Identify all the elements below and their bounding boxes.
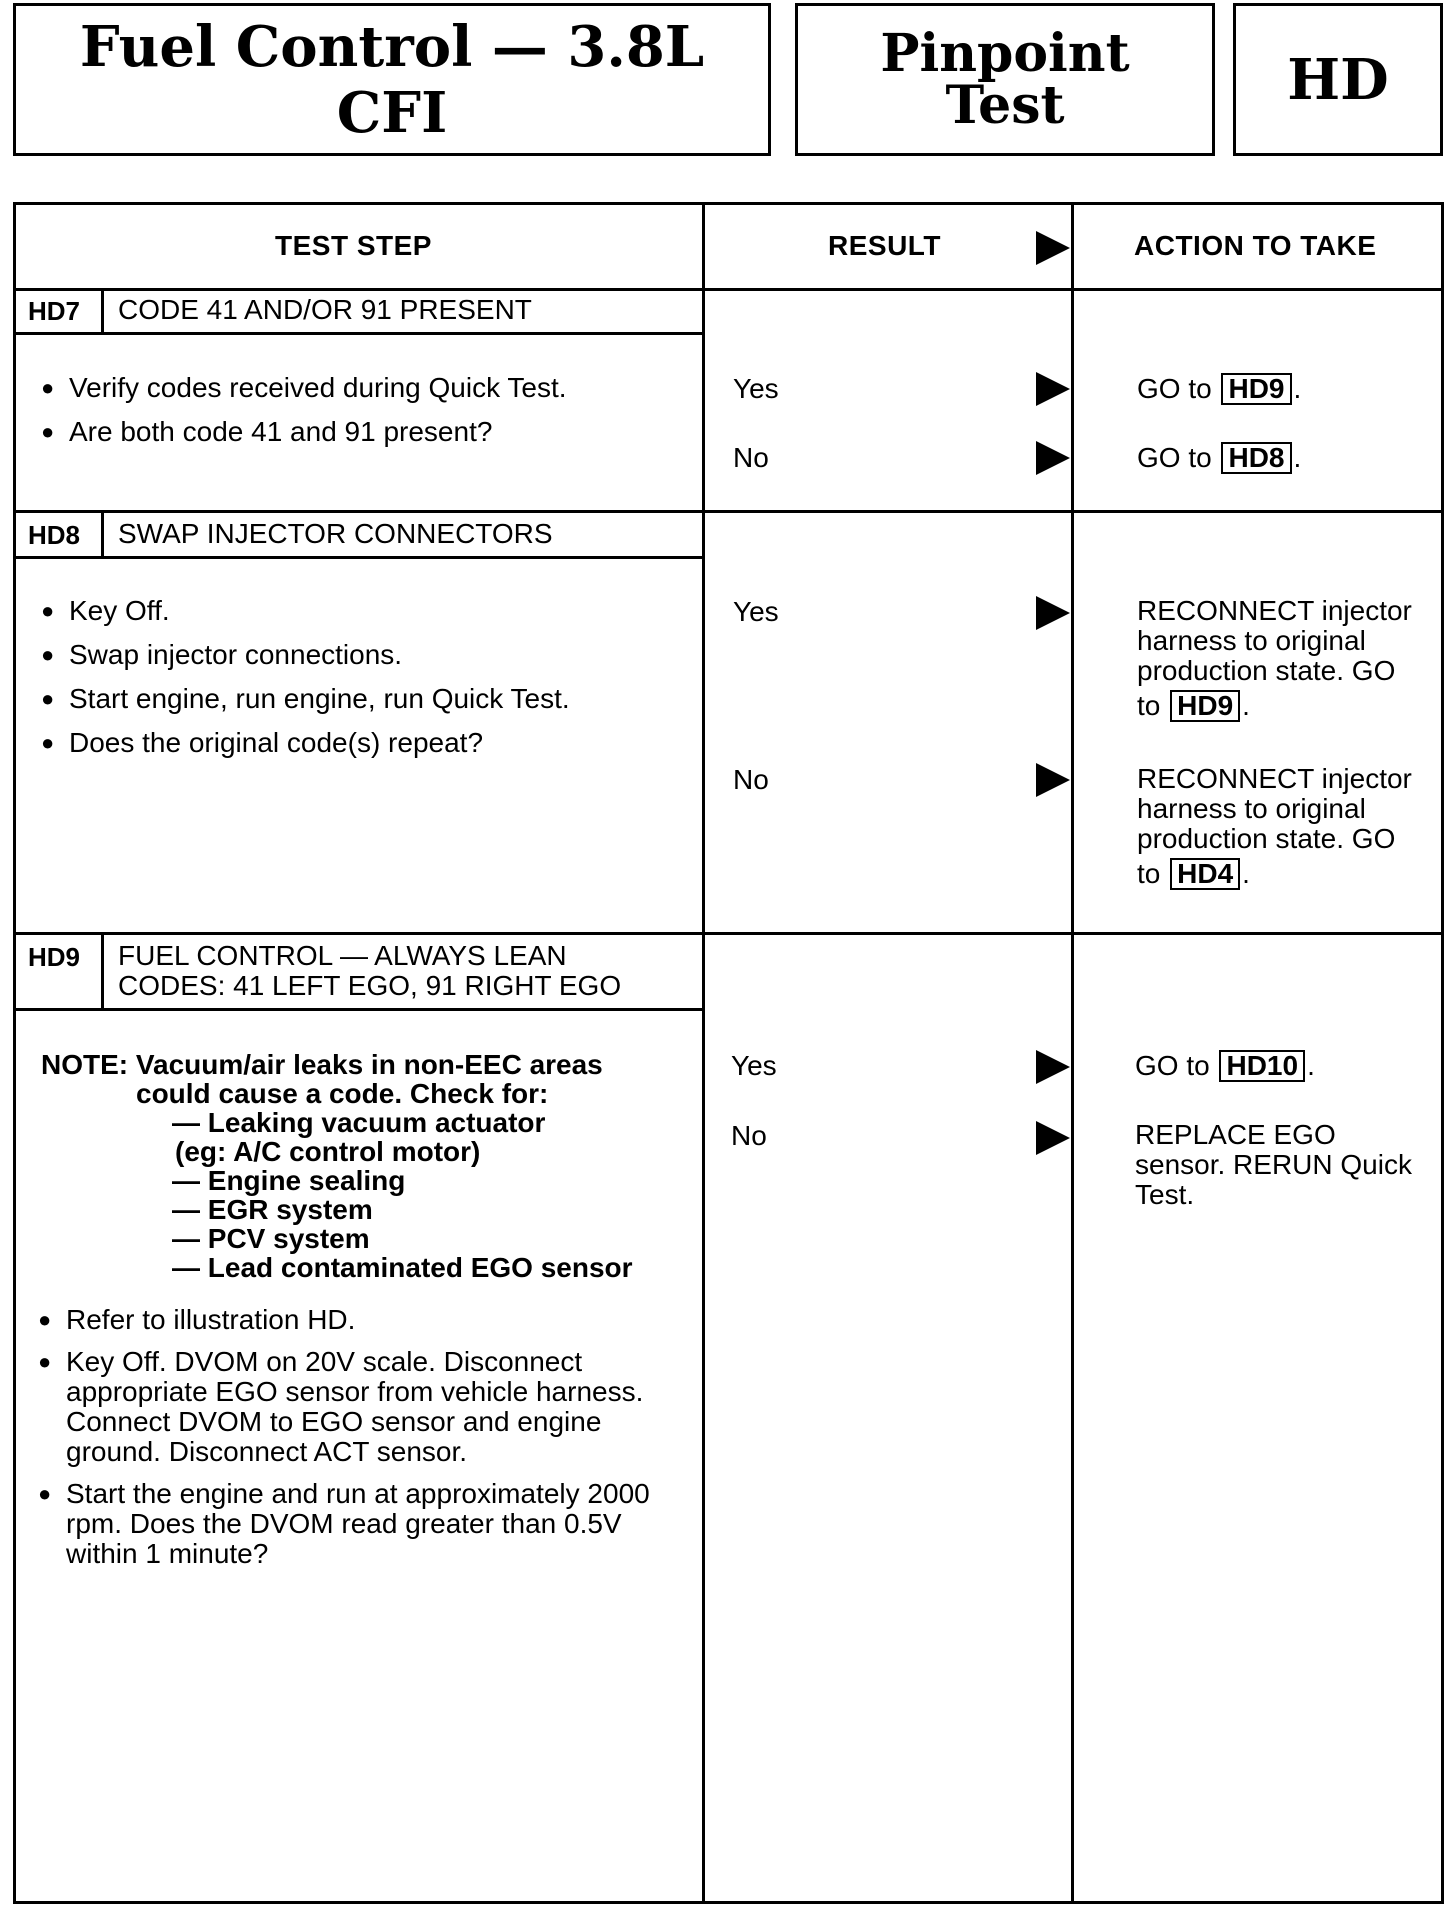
step-instructions bbox=[41, 596, 681, 758]
page-title: Fuel Control — 3.8L CFI bbox=[13, 3, 771, 156]
step-reference-link[interactable]: HD9 bbox=[1170, 690, 1240, 722]
note-item: — Leaking vacuum actuator bbox=[172, 1107, 546, 1138]
instruction-item: ● Are both code 41 and 91 present? bbox=[41, 417, 681, 447]
result-arrow-icon bbox=[1036, 596, 1070, 630]
table-border-bottom bbox=[13, 1901, 1444, 1904]
instruction-item: ● Swap injector connections. bbox=[41, 640, 681, 670]
action-yes: GO to HD10 . bbox=[1135, 1050, 1315, 1081]
pinpoint-line-1: Pinpoint bbox=[880, 22, 1130, 84]
column-divider-1 bbox=[702, 202, 705, 1904]
action-no: REPLACE EGO sensor. RERUN Quick Test. bbox=[1135, 1119, 1412, 1210]
action-yes: RECONNECT injector harness to original production state. GO to HD9 . bbox=[1137, 595, 1412, 721]
instruction-item: ● Verify codes received during Quick Test. bbox=[41, 373, 681, 403]
step-id-divider bbox=[101, 932, 104, 1010]
step-title: SWAP INJECTOR CONNECTORS bbox=[118, 518, 553, 549]
header-row-divider bbox=[13, 288, 1444, 291]
step-title: CODE 41 AND/OR 91 PRESENT bbox=[118, 294, 532, 325]
note-item: — Engine sealing bbox=[172, 1165, 406, 1196]
step-id: HD7 bbox=[28, 296, 81, 326]
row-divider-hd7 bbox=[13, 510, 1444, 513]
column-header-result: RESULT bbox=[828, 230, 941, 261]
instruction-item: ● Key Off. DVOM on 20V scale. Disconnect appropriate EGO sensor from vehicle harness. Connect DVOM to EGO sensor and engine ground. Disconnect ACT sensor. bbox=[38, 1347, 678, 1467]
result-yes: Yes bbox=[733, 373, 779, 404]
action-no: GO to HD8 . bbox=[1137, 442, 1302, 473]
note-item: — EGR system bbox=[172, 1194, 373, 1225]
result-arrow-icon bbox=[1036, 1050, 1070, 1084]
note-item: (eg: A/C control motor) bbox=[175, 1136, 481, 1167]
result-arrow-icon bbox=[1036, 441, 1070, 475]
pinpoint-test-label bbox=[795, 3, 1215, 156]
result-arrow-icon bbox=[1036, 763, 1070, 797]
note-item: — PCV system bbox=[172, 1223, 370, 1254]
result-arrow-icon bbox=[1036, 1121, 1070, 1155]
step-instructions bbox=[41, 373, 681, 447]
result-no: No bbox=[733, 764, 769, 795]
instruction-item: ● Key Off. bbox=[41, 596, 681, 626]
step-title-divider bbox=[13, 332, 705, 335]
result-yes: Yes bbox=[733, 596, 779, 627]
row-divider-hd8 bbox=[13, 932, 1444, 935]
result-arrow-icon bbox=[1036, 372, 1070, 406]
column-header-test-step: TEST STEP bbox=[275, 230, 432, 261]
step-title-divider bbox=[13, 556, 705, 559]
step-reference-link[interactable]: HD10 bbox=[1219, 1050, 1305, 1082]
action-yes: GO to HD9 . bbox=[1137, 373, 1302, 404]
column-divider-2 bbox=[1071, 202, 1074, 1904]
step-id: HD9 bbox=[28, 942, 81, 972]
result-yes: Yes bbox=[731, 1050, 777, 1081]
note-label: NOTE: bbox=[41, 1049, 129, 1080]
result-no: No bbox=[733, 442, 769, 473]
step-id: HD8 bbox=[28, 520, 81, 550]
table-border-left bbox=[13, 202, 16, 1904]
step-title-divider bbox=[13, 1008, 705, 1011]
table-border-right bbox=[1441, 202, 1444, 1904]
instruction-item: ● Start the engine and run at approximately 2000 rpm. Does the DVOM read greater than 0.5V within 1 minute? bbox=[38, 1479, 678, 1569]
step-note: NOTE: Vacuum/air leaks in non-EEC areas could cause a code. Check for: — Leaking vacuum actuator (eg: A/C control motor) — Engine sealing — EGR system — PCV system — Lead contaminated EGO sensor bbox=[41, 1050, 691, 1282]
pinpoint-line-2: Test bbox=[945, 74, 1065, 136]
step-title: FUEL CONTROL — ALWAYS LEAN CODES: 41 LEFT EGO, 91 RIGHT EGO bbox=[118, 940, 622, 1001]
step-reference-link[interactable]: HD8 bbox=[1221, 442, 1291, 474]
result-arrow-icon bbox=[1036, 231, 1070, 265]
instruction-item: ● Does the original code(s) repeat? bbox=[41, 728, 681, 758]
step-instructions bbox=[38, 1305, 678, 1569]
column-header-action: ACTION TO TAKE bbox=[1134, 230, 1377, 261]
instruction-item: ● Start engine, run engine, run Quick Test. bbox=[41, 684, 681, 714]
step-reference-link[interactable]: HD4 bbox=[1170, 858, 1240, 890]
instruction-item: ● Refer to illustration HD. bbox=[38, 1305, 678, 1335]
step-reference-link[interactable]: HD9 bbox=[1221, 373, 1291, 405]
table-border-top bbox=[13, 202, 1444, 205]
step-id-divider bbox=[101, 288, 104, 334]
action-no: RECONNECT injector harness to original production state. GO to HD4 . bbox=[1137, 763, 1412, 889]
note-item: — Lead contaminated EGO sensor bbox=[172, 1252, 633, 1283]
result-no: No bbox=[731, 1120, 767, 1151]
step-id-divider bbox=[101, 510, 104, 558]
test-code-badge: HD bbox=[1233, 3, 1443, 156]
